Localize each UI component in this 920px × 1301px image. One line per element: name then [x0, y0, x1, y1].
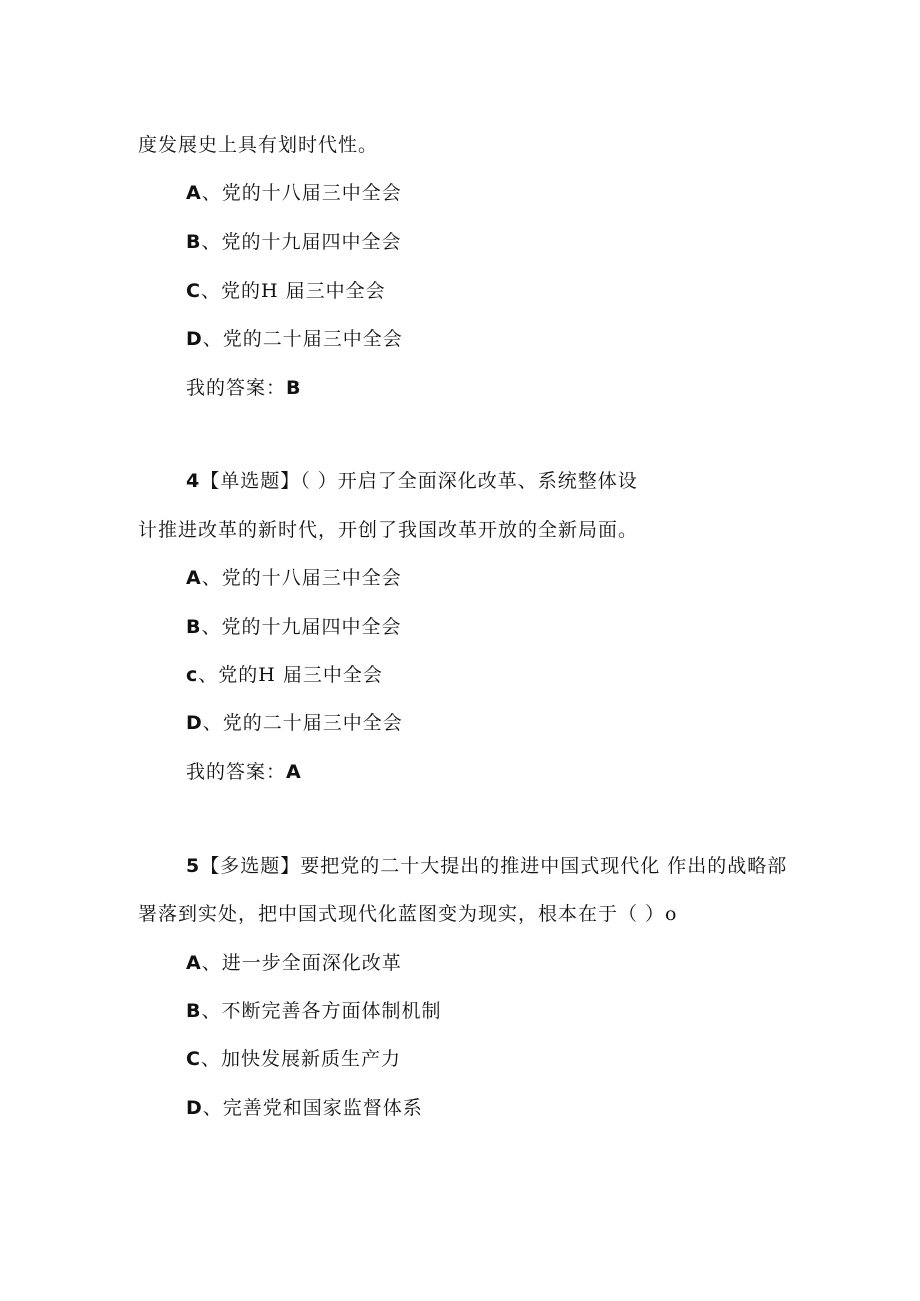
option-sep: 、: [201, 182, 222, 204]
question-text: 要把党的二十大提出的推进中国式现代化 作出的战略部: [300, 855, 788, 877]
option-label: C: [186, 280, 201, 302]
q4-stem-line1: [186, 469, 638, 493]
option-sep: 、: [201, 231, 222, 253]
q3-option-c: [186, 279, 386, 303]
option-sep: 、: [202, 1097, 223, 1119]
option-label: B: [186, 616, 202, 638]
option-label: D: [186, 712, 203, 734]
q3-option-d: [186, 327, 403, 351]
option-text: 党的二十届三中全会: [222, 328, 403, 350]
q5-option-a: [186, 951, 402, 975]
option-label: D: [186, 1097, 203, 1119]
answer-label: 我的答案：: [186, 761, 287, 783]
question-type: 【单选题】: [200, 470, 301, 492]
option-label: A: [186, 567, 202, 589]
answer-value: B: [286, 377, 302, 399]
q3-continuation: 度发展史上具有划时代性。: [138, 134, 379, 156]
option-label: A: [186, 952, 202, 974]
q4-option-d: [186, 711, 403, 735]
option-text: 进一步全面深化改革: [221, 952, 402, 974]
option-text: 党的H 届三中全会: [218, 664, 383, 686]
option-text: 党的二十届三中全会: [222, 712, 403, 734]
option-label: c: [186, 664, 199, 686]
question-type: 【多选题】: [200, 855, 301, 877]
q4-answer: [186, 760, 302, 784]
q3-answer: [186, 376, 302, 400]
q5-option-b: [186, 999, 442, 1023]
option-sep: 、: [201, 567, 222, 589]
option-label: A: [186, 182, 202, 204]
question-number: 4: [186, 470, 201, 492]
q5-option-d: [186, 1096, 423, 1120]
question-number: 5: [186, 855, 201, 877]
question-text: （ ）开启了全面深化改革、系统整体设: [300, 470, 638, 492]
option-text: 党的十九届四中全会: [221, 616, 402, 638]
q3-option-a: [186, 181, 402, 205]
option-label: B: [186, 231, 202, 253]
option-label: B: [186, 1000, 202, 1022]
option-text: 党的十八届三中全会: [221, 567, 402, 589]
q5-stem-line1: [186, 854, 787, 878]
option-text: 加快发展新质生产力: [220, 1048, 401, 1070]
option-sep: 、: [202, 328, 223, 350]
option-sep: 、: [200, 1048, 221, 1070]
q4-option-c: [186, 663, 383, 687]
option-sep: 、: [198, 664, 219, 686]
q3-option-b: [186, 230, 402, 254]
option-label: C: [186, 1048, 201, 1070]
option-sep: 、: [201, 952, 222, 974]
q5-option-c: [186, 1047, 401, 1071]
answer-label: 我的答案：: [186, 377, 287, 399]
option-sep: 、: [202, 712, 223, 734]
q4-option-b: [186, 615, 402, 639]
option-text: 完善党和国家监督体系: [222, 1097, 423, 1119]
option-text: 党的十八届三中全会: [221, 182, 402, 204]
option-sep: 、: [201, 616, 222, 638]
q4-option-a: [186, 566, 402, 590]
option-text: 党的十九届四中全会: [221, 231, 402, 253]
option-label: D: [186, 328, 203, 350]
option-text: 党的H 届三中全会: [220, 280, 386, 302]
option-sep: 、: [201, 1000, 222, 1022]
q5-stem-line2: 署落到实处，把中国式现代化蓝图变为现实，根本在于（ ）o: [138, 903, 678, 925]
option-sep: 、: [200, 280, 221, 302]
q4-stem-line2: 计推进改革的新时代，开创了我国改革开放的全新局面。: [138, 519, 639, 541]
option-text: 不断完善各方面体制机制: [221, 1000, 442, 1022]
answer-value: A: [286, 761, 302, 783]
